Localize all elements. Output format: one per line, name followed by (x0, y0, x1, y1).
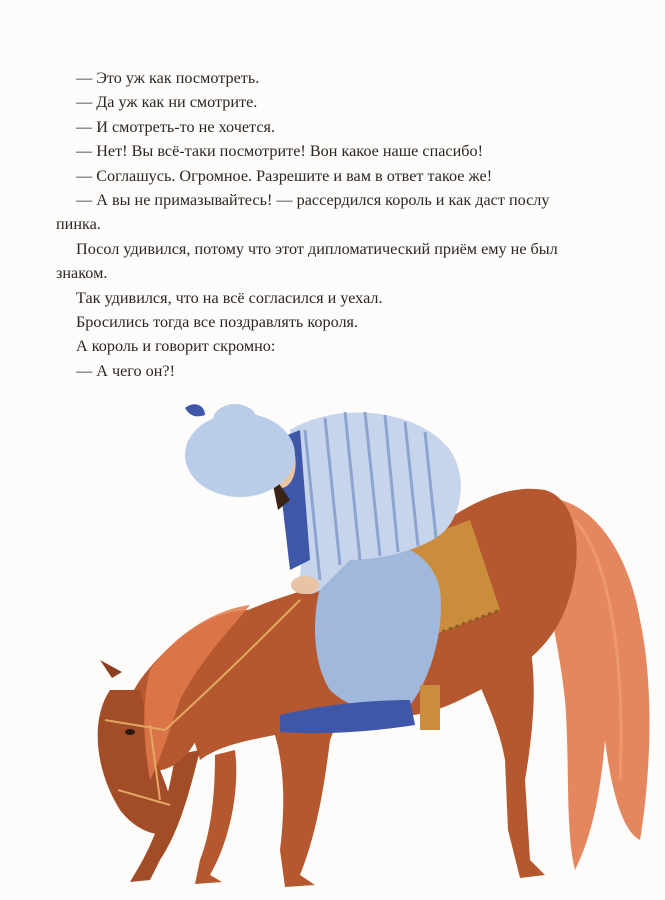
dialog-line-4: — Нет! Вы всё-таки посмотрите! Вон какое наше спасибо! (76, 142, 483, 161)
paragraph-7-line-2: знаком. (56, 264, 108, 283)
paragraph-7 (56, 237, 616, 286)
dialog-line-3: — И смотреть-то не хочется. (76, 117, 275, 136)
dialog-line-1: — Это уж как посмотреть. (76, 69, 260, 87)
turban-tassel (185, 404, 205, 416)
rider-hand (291, 576, 319, 594)
paragraph-11: — А чего он?! (76, 361, 176, 380)
paragraph-6-line-2: пинка. (56, 215, 101, 234)
dialog-line-5: — Соглашусь. Огромное. Разрешите и вам в ответ такое же! (76, 166, 493, 185)
paragraph-10: А король и говорит скромно: (76, 337, 276, 356)
paragraph-8: Так удивился, что на всё согласился и уехал. (76, 288, 383, 307)
paragraph-6-line-1: — А вы не примазывайтесь! — рассердился король и как даст послу (76, 191, 550, 210)
horse-eye (125, 729, 135, 735)
horse-rider-illustration (0, 360, 665, 900)
paragraph-7-line-1: Посол удивился, потому что этот дипломатический приём ему не был (76, 239, 558, 258)
stirrup (420, 685, 440, 730)
story-text (56, 66, 616, 383)
dialog-line-2: — Да уж как ни смотрите. (76, 93, 258, 112)
paragraph-9: Бросились тогда все поздравлять короля. (76, 313, 359, 332)
horse-front-leg-right (195, 750, 236, 884)
horse-ear (100, 660, 122, 678)
paragraph-6 (56, 188, 616, 237)
